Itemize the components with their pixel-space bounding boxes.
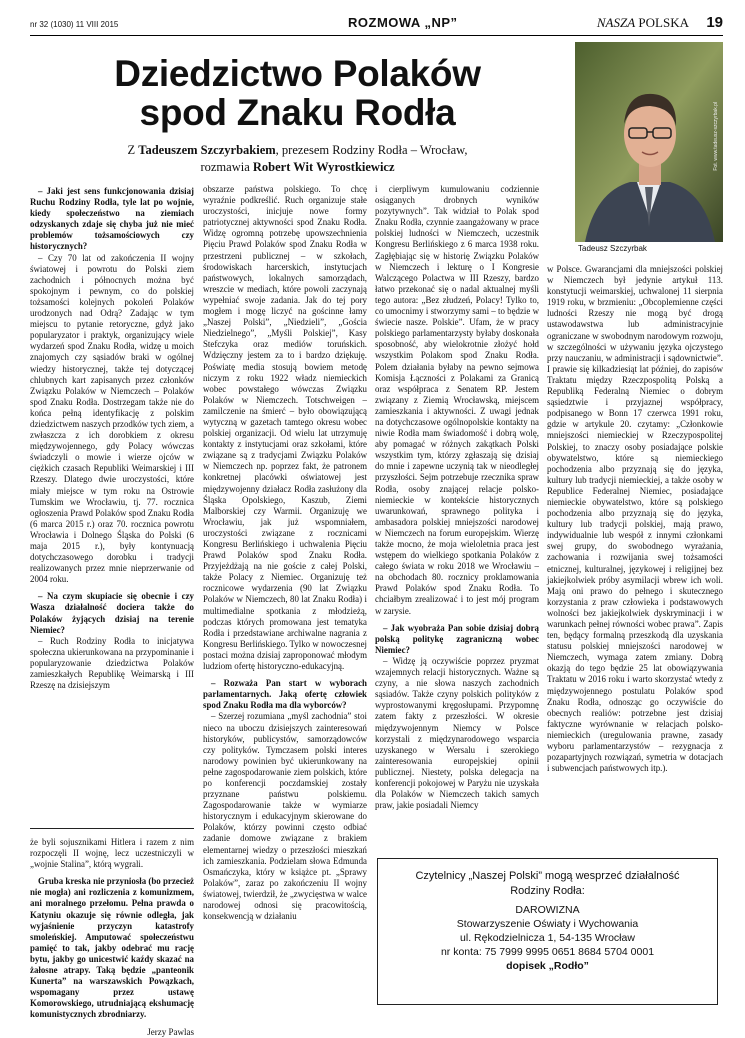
page-number: 19	[706, 14, 723, 31]
byline-line2-pre: rozmawia	[200, 160, 253, 174]
column-4	[547, 264, 723, 774]
other-article-bold: Gruba kreska nie przyniosła (bo przecież nie mogła) ani rozliczenia z komunizmem, ani moralnego przełomu. Pełna prawda o Katyniu okazuje się równie odległa, jak wyjaśnienie przyczyn katastrofy smoleńskiej. Amputować społeczeństwu pamięć to tak, jakby odebrać mu rację bytu, jakby go unicestwić kaźdy skazać na żałosne atrapy. Taką będzie „panteonik Kunerta” na warszawskich Powązkach, wspomagany przez ustawę Komorowskiego, utrudniającą ekshumację komunistycznych zbrodniarzy.	[30, 876, 194, 1020]
byline-role: , prezesem Rodziny Rodła – Wrocław,	[275, 143, 468, 157]
answer-4: – Widzę ją oczywiście poprzez pryzmat wzajemnych relacji historycznych. Ważne są czyny, a nie słowa naszych zachodnich sąsiadów. Także czyny polskich polityków z wyprostowanymi kręgosłupami. Przypomnę zatem fakty z przeszłości. W okresie międzywojennym Niemcy w Polsce korzystali z międzynarodowego wsparcia uzyskanego w Wersalu i szerokiego zainteresowania europejskiej opinii publicznej. Niestety, polska delegacja na konferencji pokojowej w Paryżu nie uzyskała dla Polaków w Niemczech takich samych praw, jakie posiadali Niemcy	[375, 655, 539, 811]
interviewer-name: Robert Wit Wyrostkiewicz	[252, 160, 395, 174]
column-1	[30, 186, 194, 691]
photo-caption: Tadeusz Szczyrbak	[578, 244, 647, 253]
paper-name-italic: NASZA	[596, 15, 636, 30]
photo-credit: Fot. www.tadeusz-szczyrbak.pl	[713, 102, 719, 171]
answer-3-continued: i cierpliwym kumulowaniu codziennie osiąganych drobnych wyników pozytywnych”. Tak widział to Polak spod Znaku Rodła, czynnie zaangażowany w prace polskiej ludności w Niemczech, uczestnik Kongresu Berlińskiego z 6 marca 1938 roku. Zagłębiając się w historię Związku Polaków w Niemczech i lekturę o I Kongresie Walczącego Polactwa w III Rzeszy, bardzo łatwo przekonać się o nadal aktualnej myśli tego autora: „Bez złudzeń, Polacy! Tylko to, co umocnimy i stworzymy sami – to będzie w świecie nasze. Polskie”. Ufam, że w pracy polskiego parlamentarzysty byłaby doskonała sposobność, aby wielokrotnie złożyć hołd wszystkim Polakom spod Znaku Rodła. Polem działania byłaby na pewno sejmowa Komisja Łączności z Polakami za Granicą oraz współpraca z Senatem RP. Jestem związany z Ziemią Wrocławską, miejscem zamieszkania i aktywności. Z uwagi jednak na dotychczasowe ogólnopolskie kontakty na niwie Rodła mam świadomość i dobrą wolę, aby pomagać w różnych zakątkach Polski wszystkim tym, którzy zgłaszają się dzisiaj do mnie i zapewne uczynią tak w nieodległej przyszłości. Sejm potrzebuje rzecznika spraw Rodła, osoby znającej relacje polsko-niemieckie w kontekście historycznych uwarunkowań, sprawnego polityka i ambasadora polskiej mniejszości narodowej w Niemczech na forum europejskim. Wierzę także mocno, że moja wieloletnia praca jest wstępem do wielkiego spotkania Polaków z całego świata w roku 2018 we Wrocławiu – na obchodach 80. rocznicy proklamowania Prawd Polaków spod Znaku Rodła. To chciałbym zrealizować i to jest mój program w zarysie.	[375, 184, 539, 616]
page-header	[30, 14, 723, 34]
column-1-bottom	[30, 837, 194, 1038]
portrait-illustration	[575, 42, 723, 242]
donation-line-4: Stowarzyszenie Oświaty i Wychowania	[456, 918, 639, 930]
answer-2: – Ruch Rodziny Rodła to inicjatywa społeczna ukierunkowana na przypominanie i popularyzowanie dziedzictwa Polaków zamieszkałych Republikę Weimarską i III Rzeszę na dzisiejszym	[30, 635, 194, 691]
question-3: – Rozważa Pan start w wyborach parlamentarnych. Jaką ofertę człowiek spod Znaku Rodła ma dla wyborców?	[203, 678, 367, 711]
question-1: – Jaki jest sens funkcjonowania dzisiaj Ruchu Rodziny Rodła, tyle lat po wojnie, kiedy społeczeństwo na ziemiach odzyskanych zdaje się chyba już nie mieć problemów tożsamościowych czy historycznych?	[30, 186, 194, 252]
issue-info: nr 32 (1030) 11 VIII 2015	[30, 20, 119, 29]
signature: Jerzy Pawlas	[147, 1026, 194, 1037]
donation-note: dopisek „Rodło”	[506, 960, 589, 972]
column-2	[203, 184, 367, 922]
donation-line-2: Rodziny Rodła:	[510, 885, 585, 897]
answer-1: – Czy 70 lat od zakończenia II wojny światowej i powrotu do Polski ziem zachodnich i północnych można być spokojnym i pewnym, co do polskiej tożsamości kolejnych pokoleń Polaków urodzonych nad Odrą? Zadając w tym miejscu to pytanie retoryczne, gdyż jako popularyzator i praktyk, organizujący wiele wydarzeń spod Znaku Rodła, widzę u moich znajomych czy sąsiadów braki w ogólnej wiedzy historycznej, także tej dotyczącej chlubnych kart zapisanych przez członków Związku Polaków w Niemczech – Polaków spod Znaku Rodła. Dostrzegam także nie do końca pełną identyfikację z polskim dziedzictwem naszych przodków tych ziem, a zwłaszcza z ich dorobkiem z okresu międzywojennego, gdy Polacy wówczas świadczyli o mowie i wierze ojców w ciężkich czasach Republiki Weimarskiej i III Rzeszy. Dlatego dwie uroczystości, które miały miejsce w tym roku na Ostrowie Tumskim we Wrocławiu, tj. 77. rocznica ogłoszenia Prawd Polaków spod Znaku Rodła (6 marca 2015 r.) oraz 70. rocznica powrotu Wrocławia i Dolnego Śląska do Polski (6 maja 2015 r.), były kontynuacją dotychczasowego dorobku i tradycji realizowanych przez mnie nieprzerwanie od 2004 roku.	[30, 252, 194, 585]
header-rule	[30, 35, 723, 36]
donation-line-1: Czytelnicy „Naszej Polski” mogą wesprzeć działalność	[415, 870, 680, 882]
bank-account: nr konta: 75 7999 9995 0651 8684 5704 0001	[440, 946, 655, 958]
paper-name-rest: POLSKA	[635, 15, 689, 30]
interviewee-name: Tadeuszem Szczyrbakiem	[138, 143, 276, 157]
portrait-photo	[575, 42, 723, 242]
title-line-1: Dziedzictwo Polaków	[114, 53, 481, 94]
column-3	[375, 184, 539, 811]
byline	[30, 142, 565, 176]
paper-name	[597, 15, 689, 31]
donation-line-5: ul. Rękodzielnicza 1, 54-135 Wrocław	[460, 932, 635, 944]
other-article-text: że byli sojusznikami Hitlera i razem z nim rozpoczęli II wojnę, lecz uczestniczyli w „wojnie Stalina”, którą wygrali.	[30, 837, 194, 870]
answer-3: – Szerzej rozumiana „myśl zachodnia” stoi nieco na uboczu dzisiejszych zainteresowań historyków, publicystów, samorządowców czy polityków. Tymczasem polski interes narodowy powinien być ukierunkowany na pełne zagospodarowanie ziem polskich, które po konferencji poczdamskiej zostały przyznane państwu polskiemu. Zagospodarowanie także w wymiarze historycznym i edukacyjnym skierowane do Polaków, którzy powinni często odbiać zadanie domowe związane z brakiem elementarnej wiedzy o przeszłości mieszkań ich zamieszkania. Podzielam słowa Edmunda Osmańczyka, który w książce pt. „Sprawy Polaków”, zaraz po zakończeniu II wojny światowej, twierdził, że „zwycięstwa w walce narodowej odnosi się pracowitością, konsekwencją w działaniu	[203, 711, 367, 922]
answer-4-continued: w Polsce. Gwarancjami dla mniejszości polskiej w Niemczech był jedynie artykuł 113. konstytucji weimarskiej, uchwalonej 11 sierpnia 1919 roku, w brzmieniu: „Obcoplemienne części ludności Rzeszy nie mogą być drogą ustawodawstwa lub administracyjnie ograniczane w swobodnym narodowym rozwoju, w szczególności w używaniu języka ojczystego przy nauczaniu, w administracji i sądownictwie”. I prawie się kilkadziesiąt lat później, do zapisów Traktatu między Rzeczpospolitą Polską a Republiką Federalną Niemiec o dobrym sąsiedztwie i przyjaznej współpracy, podpisanego w Bonn 17 czerwca 1991 roku, gdzie w artykule 20. czytamy: „Członkowie mniejszości niemieckiej w Rzeczypospolitej Polskiej, to znaczy osoby posiadające polskie obywatelstwo, które są niemieckiego pochodzenia albo przyznają się do języka, kultury lub tradycji niemieckiej, a także osoby w Republice Federalnej Niemiec, posiadające niemieckie obywatelstwo, które są polskiego pochodzenia albo przyznają się do języka, kultury lub tradycji polskiej, mają prawo, indywidualnie lub wespół z innymi członkami swej grupy, do swobodnego wyrażania, zachowania i rozwijania swej tożsamości etnicznej, kulturalnej, językowej i religijnej bez jakiejkolwiek próby asymilacji wbrew ich woli. Mają oni prawo do pełnego i skutecznego korzystania z praw człowieka i podstawowych wolności bez jakiejkolwiek dyskryminacji i w warunkach pełnej równości wobec prawa”. Zapis ten, będący formalną przeszkodą dla uzyskania statusu polskiej mniejszości narodowej w Niemczech, wymaga zatem zmiany. Dobrą okazją do tego będzie 25 lat obowiązywania Traktatu w 2016 roku i warto skorzystać wtedy z międzywojennego postulatu Polaków spod Znaku Rodła, odnosząc go oczywiście do obecnych realiów: potrzebne jest dzisiaj faktyczne wyrównanie w relacjach polsko-niemieckich (uregulowania prawne, zasady wyboru parlamentarzystów – rezygnacja z pozapartyjnych rozwiązań, symetria w dotacjach i subwencjach państwowych itp.).	[547, 264, 723, 774]
question-4: – Jak wyobraża Pan sobie dzisiaj dobrą polską politykę zagraniczną wobec Niemiec?	[375, 622, 539, 655]
answer-2-continued: obszarze państwa polskiego. To chcę wyraźnie podkreślić. Ruch organizuje stałe uroczystości, inicjuje nowe formy patriotycznej aktywności spod Znaku Rodła. Widzę ogromną potrzebę upowszechnienia Pięciu Prawd Polaków spod Znaku Rodła w przestrzeni publicznej – w szkołach, środowiskach harcerskich, instytucjach państwowych, lokalnych samorządach, wreszcie w mediach, które powoli zaczynają wypełniać swoje zadania. Jak do tej pory mogłem i mogę liczyć na gościnne łamy „Naszej Polski”, „Niedzieli”, „Gościa Niedzielnego”, „Myśli Polskiej”, Kasy Stefczyka oraz mediów toruńskich. Wdzięczny jestem za to i bardzo dziękuję. Poświatę media stosują bowiem metodę niczym z roku 1922 władz niemieckich wobec powstałego wówczas Związku Polaków w Niemczech. Totschweigen – zamilczenie na śmierć – było obowiązującą wytyczną w gazetach tamtego okresu wobec polskiej organizacji. Od wielu lat utrzymuję kontakty z instytucjami oraz szkołami, które związane są z tradycjami Związku Polaków w Niemczech np. poprzez fakt, że patronem konkretnej placówki oświatowej jest międzywojenny działacz Rodła zasłużony dla Śląska Opolskiego, Kaszub, Ziemi Malborskiej czy Warmii. Organizuję we Wrocławiu, jak już wspomniałem, uroczystości związane z rocznicami Kongresu Berlińskiego i uchwalenia Pięciu Prawd Polaków spod Znaku Rodła. Przyjeżdżają na nie goście z całej Polski, także Polacy z Niemiec. Organizuję też rocznicowe wydarzenia (90 lat Związku Polaków w Niemczech, 80 lat Znaku Rodła) i multimedialne spotkania z młodzieżą, podczas których promowana jest tematyka Rodła i przedstawiane archiwalne nagrania z Kongresu Berlińskiego. Tylko w nowoczesnej postaci można dzisiaj zaproponować młodym ludziom ofertę historyczno-edukacyjną.	[203, 184, 367, 672]
title-line-2: spod Znaku Rodła	[139, 92, 456, 133]
article-title	[30, 54, 565, 132]
donation-box	[377, 858, 718, 1005]
donation-line-3: DAROWIZNA	[515, 904, 580, 916]
byline-pre: Z	[127, 143, 139, 157]
section-title: ROZMOWA „NP”	[348, 15, 458, 30]
question-2: – Na czym skupiacie się obecnie i czy Wasza działalność dociera także do Polaków żyjących dzisiaj na terenie Niemiec?	[30, 591, 194, 635]
column-divider	[30, 828, 194, 829]
